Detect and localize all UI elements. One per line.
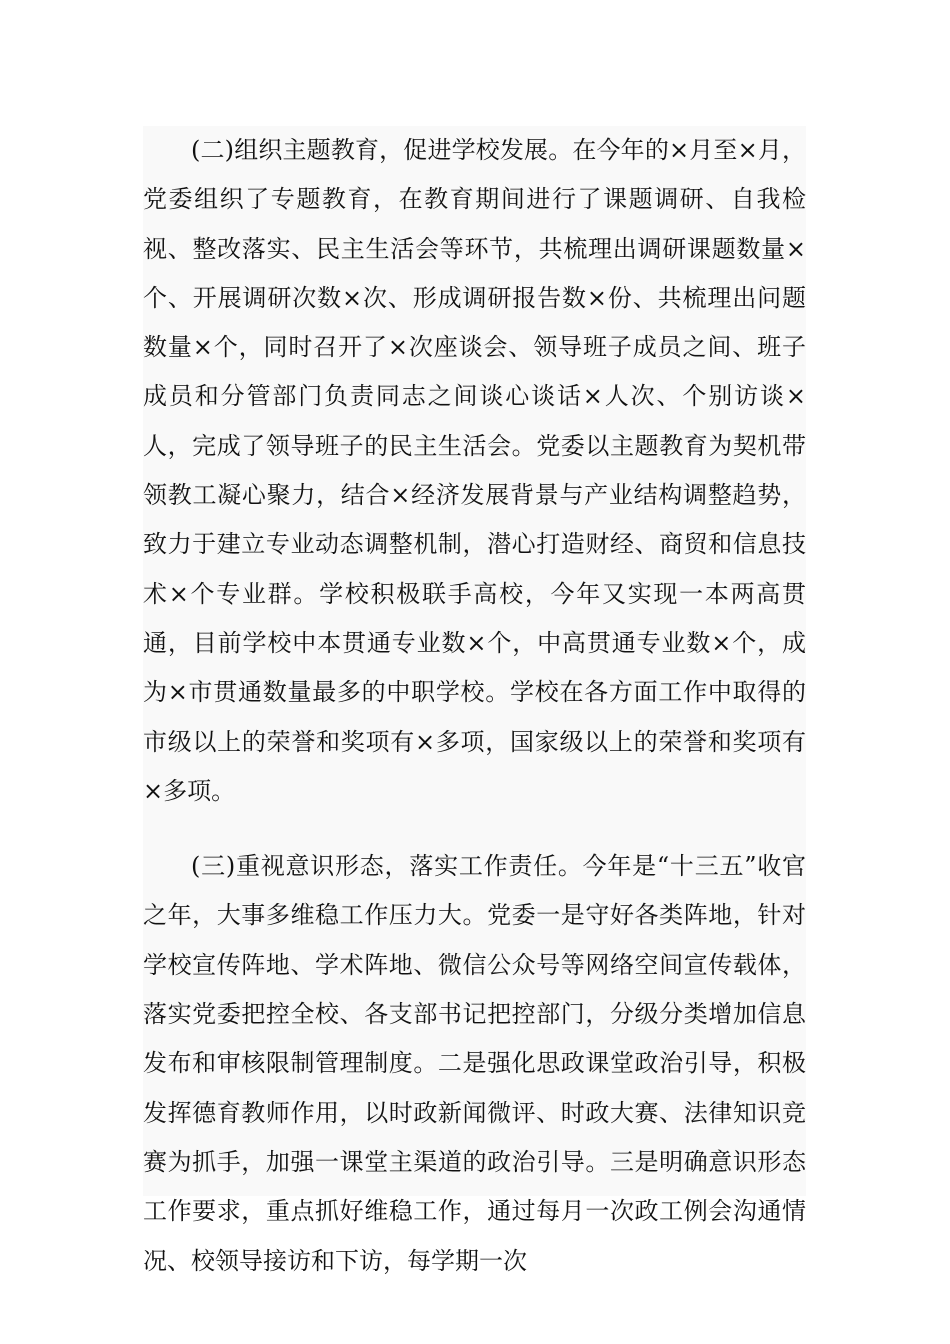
text-block	[143, 126, 806, 1275]
paragraph-theme-education: (二)组织主题教育，促进学校发展。在今年的×月至×月，党委组织了专题教育，在教育期间进行了课题调研、自我检视、整改落实、民主生活会等环节，共梳理出调研课题数量×个、开展调研次数×次、形成调研报告数×份、共梳理出问题数量×个，同时召开了×次座谈会、领导班子成员之间、班子成员和分管部门负责同志之间谈心谈话×人次、个别访谈×人，完成了领导班子的民主生活会。党委以主题教育为契机带领教工凝心聚力，结合×经济发展背景与产业结构调整趋势，致力于建立专业动态调整机制，潜心打造财经、商贸和信息技术×个专业群。学校积极联手高校，今年又实现一本两高贯通，目前学校中本贯通专业数×个，中高贯通专业数×个，成为×市贯通数量最多的中职学校。学校在各方面工作中取得的市级以上的荣誉和奖项有×多项，国家级以上的荣誉和奖项有×多项。	[143, 136, 806, 805]
paragraph-ideology: (三)重视意识形态，落实工作责任。今年是“十三五”收官之年，大事多维稳工作压力大。党委一是守好各类阵地，针对学校宣传阵地、学术阵地、微信公众号等网络空间宣传载体，落实党委把控全校、各支部书记把控部门，分级分类增加信息发布和审核限制管理制度。二是强化思政课堂政治引导，积极发挥德育教师作用，以时政新闻微评、时政大赛、法律知识竞赛为抓手，加强一课堂主渠道的政治引导。三是明确意识形态工作要求，重点抓好维稳工作，通过每月一次政工例会沟通情况、校领导接访和下访，每学期一次	[143, 852, 806, 1275]
